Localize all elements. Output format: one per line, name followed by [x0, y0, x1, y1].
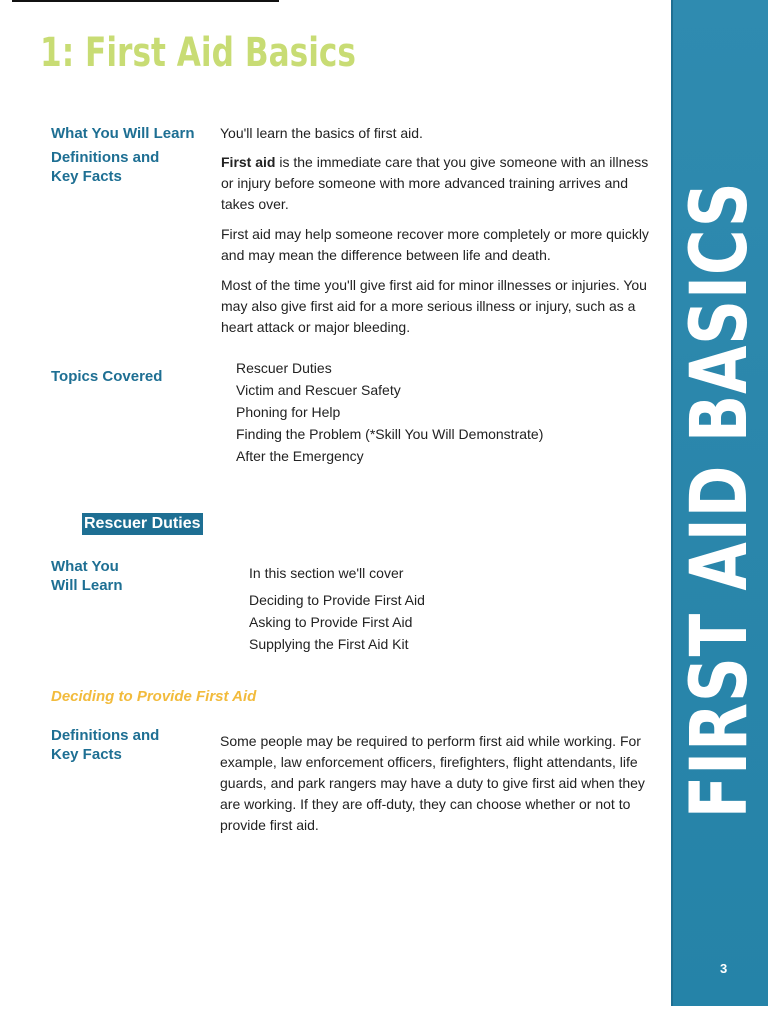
- list-item: Supplying the First Aid Kit: [249, 636, 409, 652]
- top-rule: [12, 0, 279, 2]
- list-item: Finding the Problem (*Skill You Will Demonstrate): [236, 426, 544, 442]
- deciding-definitions-label: [51, 726, 159, 764]
- deciding-label-line2: Key Facts: [51, 746, 122, 763]
- rescuer-what-label: [51, 557, 123, 595]
- deciding-heading: Deciding to Provide First Aid: [51, 688, 257, 705]
- definitions-label-line1: Definitions and: [51, 149, 160, 166]
- first-aid-term: First aid: [221, 154, 276, 170]
- rescuer-what-label-line1: What You: [51, 558, 119, 575]
- definitions-body: [221, 152, 651, 347]
- list-item: After the Emergency: [236, 448, 364, 464]
- rescuer-duties-heading: Rescuer Duties: [82, 513, 203, 535]
- deciding-body-text: Some people may be required to perform first aid while working. For example, law enforcement officers, firefighters, flight attendants, life guards, and park rangers may have a duty to give first aid when they are working. If they are off-duty, they can choose whether or not to provide first aid.: [220, 733, 645, 833]
- list-item: Asking to Provide First Aid: [249, 614, 413, 630]
- definitions-label-line2: Key Facts: [51, 168, 122, 185]
- side-band-edge: [671, 0, 673, 1006]
- topics-list: [236, 357, 543, 467]
- first-aid-benefit-text: First aid may help someone recover more completely or more quickly and may mean the difference between life and death.: [221, 226, 649, 263]
- rescuer-intro-text: In this section we'll cover: [249, 565, 404, 581]
- definitions-label: [51, 148, 159, 186]
- first-aid-when-text: Most of the time you'll give first aid for minor illnesses or injuries. You may also give first aid for a more serious illness or injury, such as a heart attack or major bleeding.: [221, 277, 647, 335]
- side-band-title: [675, 102, 765, 898]
- first-aid-definition: [221, 152, 651, 215]
- deciding-label-line1: Definitions and: [51, 727, 160, 744]
- list-item: Victim and Rescuer Safety: [236, 382, 401, 398]
- side-band-title-text: FIRST AID BASICS: [675, 181, 765, 819]
- rescuer-list: [249, 589, 425, 655]
- list-item: Rescuer Duties: [236, 360, 332, 376]
- list-item: Phoning for Help: [236, 404, 341, 420]
- chapter-title: 1: First Aid Basics: [40, 30, 356, 76]
- list-item: Deciding to Provide First Aid: [249, 592, 425, 608]
- first-aid-definition-text: is the immediate care that you give someone with an illness or injury before someone with more advanced training arrives and takes over.: [221, 154, 649, 212]
- topics-covered-label: Topics Covered: [51, 368, 163, 385]
- what-you-will-learn-text: You'll learn the basics of first aid.: [220, 125, 423, 141]
- page-number: 3: [720, 961, 728, 976]
- what-you-will-learn-label: What You Will Learn: [51, 125, 195, 142]
- rescuer-what-label-line2: Will Learn: [51, 577, 123, 594]
